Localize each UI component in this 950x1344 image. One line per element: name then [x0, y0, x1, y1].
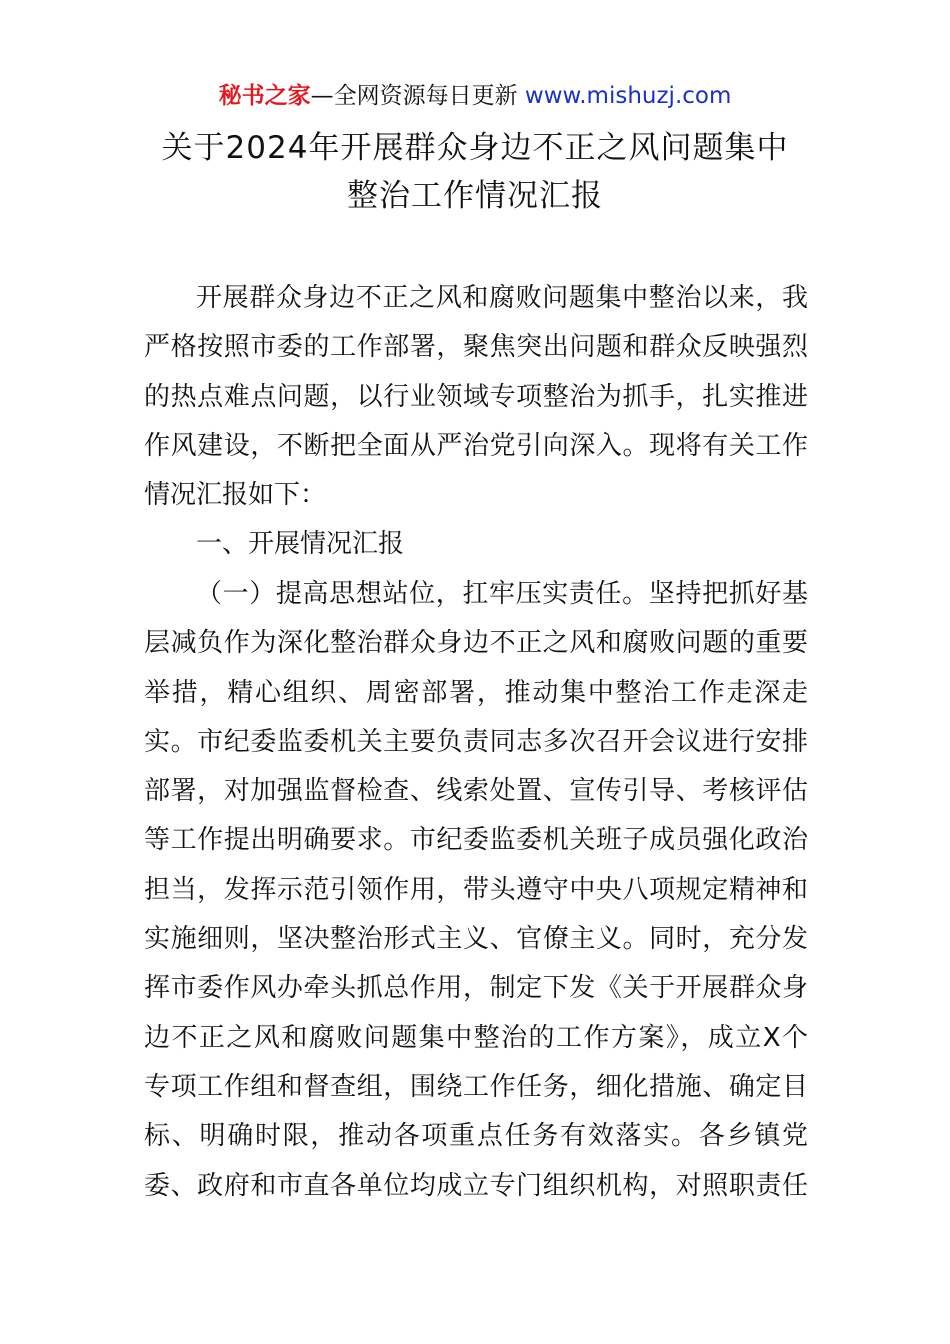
- text-line: 实施细则，坚决整治形式主义、官僚主义。同时，充分发: [144, 924, 808, 955]
- text-line: 举措，精心组织、周密部署，推动集中整治工作走深走: [144, 677, 808, 708]
- text-line: 专项工作组和督查组，围绕工作任务，细化措施、确定目: [144, 1071, 808, 1102]
- text-line: 的热点难点问题，以行业领域专项整治为抓手，扎实推进: [144, 381, 808, 412]
- body-paragraph: [144, 570, 808, 1211]
- text-line: 边不正之风和腐败问题集中整治的工作方案》，成立X个: [144, 1022, 808, 1053]
- text-line: 担当，发挥示范引领作用，带头遵守中央八项规定精神和: [144, 874, 808, 905]
- text-line: 挥市委作风办牵头抓总作用，制定下发《关于开展群众身: [144, 973, 808, 1004]
- text-line: 委、政府和市直各单位均成立专门组织机构，对照职责任: [144, 1170, 808, 1201]
- text-line: 作风建设，不断把全面从严治党引向深入。现将有关工作: [144, 430, 808, 461]
- section-heading: 一、开展情况汇报: [196, 529, 405, 559]
- site-banner: [0, 80, 950, 112]
- text-line: 情况汇报如下：: [144, 480, 327, 511]
- text-line: 部署，对加强监督检查、线索处置、宣传引导、考核评估: [144, 776, 808, 807]
- text-line: 等工作提出明确要求。市纪委监委机关班子成员强化政治: [144, 825, 808, 856]
- text-line: 开展群众身边不正之风和腐败问题集中整治以来，我: [196, 283, 808, 313]
- text-line: 标、明确时限，推动各项重点任务有效落实。各乡镇党: [144, 1121, 808, 1152]
- section-heading-block: [144, 520, 808, 569]
- document-title-line-1: 关于2024年开展群众身边不正之风问题集中: [161, 130, 789, 166]
- text-line: 层减负作为深化整治群众身边不正之风和腐败问题的重要: [144, 628, 808, 659]
- banner-tagline: —全网资源每日更新: [310, 83, 518, 109]
- text-line: （一）提高思想站位，扛牢压实责任。坚持把抓好基: [196, 579, 808, 609]
- banner-brand: 秘书之家: [218, 83, 311, 109]
- intro-paragraph: [144, 274, 808, 520]
- text-line: 严格按照市委的工作部署，聚焦突出问题和群众反映强烈: [144, 332, 808, 363]
- banner-url[interactable]: www.mishuzj.com: [524, 83, 732, 109]
- text-line: 实。市纪委监委机关主要负责同志多次召开会议进行安排: [144, 726, 808, 757]
- document-title-line-2: 整治工作情况汇报: [347, 178, 603, 214]
